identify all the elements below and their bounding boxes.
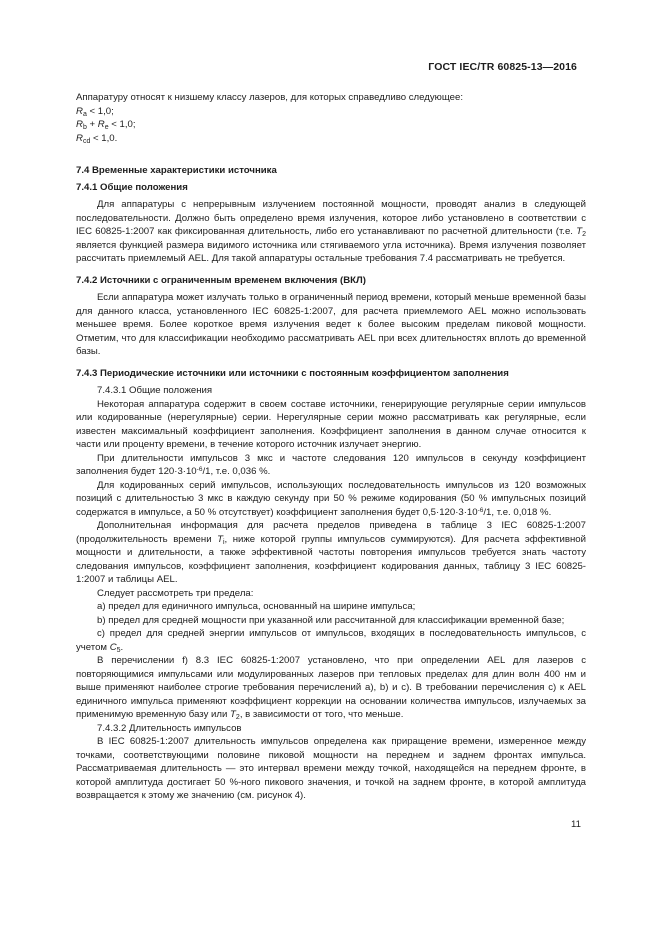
formula-rb-re: $R_b + R_e < 1,0$; bbox=[76, 119, 136, 131]
paragraph-7-4-3-2: В IEC 60825-1:2007 длительность импульсов определена как приращение времени, измеренное между точками, соответствующими половине пиковой мощности на переднем и заднем фронтах импульса. Рассматриваемая длительность — это интервал времени между точкой, находящейся на переднем фронте, в которой амплитуда достигает 50 %-ного пикового значения, и точкой на заднем фронте, в которой амплитуда возвращается к этому же значению (см. рисунок 4). bbox=[76, 736, 586, 801]
paragraph-7-4-3-1-f: В перечислении f) 8.3 IEC 60825-1:2007 установлено, что при определении AEL для лазеров с повторяющимися импульсами или модулированных лазеров при тепловых пределах для длин волн 400 нм и выше применяют наиболее строгие требования перечислений а), b) и с). В требовании перечисления с) к AEL единичного импульса применяют коэффициент коррекции на основании количества импульсов, излучаемых за применимую временную базу или $T_2$, в зависимости от того, что меньше. bbox=[76, 655, 586, 721]
list-item-b: b) предел для средней мощности при указанной или рассчитанной для классификации временной базе; bbox=[97, 614, 565, 626]
page-content bbox=[76, 91, 586, 803]
section-heading-7-4-3: 7.4.3 Периодические источники или источники с постоянным коэффициентом заполнения bbox=[76, 367, 509, 379]
intro-paragraph: Аппаратуру относят к низшему классу лазеров, для которых справедливо следующее: bbox=[76, 92, 463, 103]
page-header: ГОСТ IEC/TR 60825-13—2016 bbox=[428, 61, 577, 73]
formula-rcd: $R_{cd} < 1,0$. bbox=[76, 132, 118, 145]
section-heading-7-4-2: 7.4.2 Источники с ограниченным временем включения (ВКЛ) bbox=[76, 274, 366, 286]
paragraph-7-4-1: Для аппаратуры с непрерывным излучением постоянной мощности, проводят анализ в следующей последовательности. Должно быть определено время излучения, которое либо установлено в соответствии с IEC 60825-1:2007 как фиксированная длительность, либо его устанавливают по расчетной длительности (т.е. $T_2$ является функцией размера видимого источника или стягиваемого угла источника). Время излучения позволяет рассчитать приемлемый AEL. Для такой аппаратуры остальные требования 7.4 рассматривать не требуется. bbox=[76, 199, 586, 264]
page-number: 11 bbox=[571, 819, 581, 830]
section-heading-7-4: 7.4 Временные характеристики источника bbox=[76, 165, 277, 176]
list-item-c: с) предел для средней энергии импульсов от импульсов, входящих в последовательность импульсов, с учетом $C_5$. bbox=[76, 628, 586, 654]
section-heading-7-4-1: 7.4.1 Общие положения bbox=[76, 181, 188, 193]
paragraph-7-4-3-1-a: Некоторая аппаратура содержит в своем составе источники, генерирующие регулярные серии импульсов или кодированные (нерегулярные) серии. Нерегулярные серии можно рассматривать как регулярные, если известен максимальный коэффициент заполнения. Коэффициент заполнения в данном случае относится к части или проценту времени, в течение которого источник излучает энергию. bbox=[76, 398, 586, 450]
paragraph-7-4-3-1-c: Для кодированных серий импульсов, использующих последовательность импульсов из 120 возможных позиций с длительностью 3 мкс в каждую секунду при 50 % режиме кодирования (50 % импульсных позиций содержатся в импульсе, а 50 % отсутствует) коэффициент заполнения будет $0,5\cdot 120\cdot 3\cdot 10^{-6}/1$, т.е. 0,018 %. bbox=[76, 479, 586, 518]
list-item-a: а) предел для единичного импульса, основанный на ширине импульса; bbox=[97, 601, 416, 612]
section-heading-7-4-3-2: 7.4.3.2 Длительность импульсов bbox=[97, 722, 242, 734]
paragraph-7-4-3-1-e: Следует рассмотреть три предела: bbox=[97, 587, 254, 599]
paragraph-7-4-3-1-b: При длительности импульсов 3 мкс и частоте следования 120 импульсов в секунду коэффициент заполнения будет $120\cdot 3\cdot 10^{-6}/1$, т.е. 0,036 %. bbox=[76, 452, 586, 477]
paragraph-7-4-3-1-d: Дополнительная информация для расчета пределов приведена в таблице 3 IEC 60825-1:2007 (продолжительность времени $T_i$, ниже которой группы импульсов суммируются). Для расчета эффективной мощности и длительности, а также эффективной частоты повторения импульсов требуется знать частоту следования импульсов, коэффициент заполнения, коэффициент кодирования данных, таблицу 3 IEC 60825-1:2007 и таблицы AEL. bbox=[76, 520, 586, 585]
formula-ra: $R_a < 1,0$; bbox=[76, 105, 114, 118]
section-heading-7-4-3-1: 7.4.3.1 Общие положения bbox=[97, 385, 213, 396]
paragraph-7-4-2: Если аппаратура может излучать только в ограниченный период времени, который меньше временной базы для данного класса, установленного IEC 60825-1:2007, для расчета приемлемого AEL можно использовать меньшее время. Более короткое время излучения ведет к более высоким пределам пиковой мощности. Отметим, что для классификации необходимо рассматривать AEL при всех длительностях вплоть до временной базы. bbox=[76, 292, 586, 357]
